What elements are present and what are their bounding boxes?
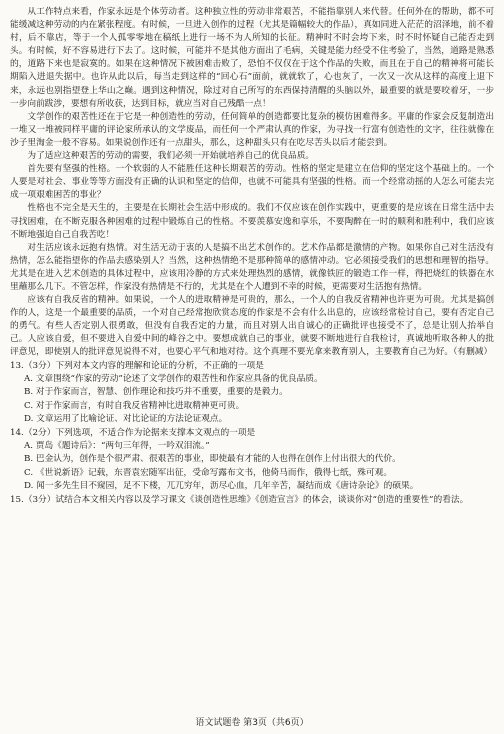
question-13: [10, 360, 494, 427]
page-footer: 语文试题卷 第3页（共6页）: [195, 718, 309, 728]
passage-paragraph: 对生活应该永远抱有热情。对生活无动于衷的人是搞不出艺术创作的。艺术作品都是激情的产物。如果你自己对生活没有热情，怎么能指望你的作品去感染别人？当然，这种热情绝不是那种简单的感情冲动。它必须接受我们的思想和理智的指导。尤其是在进入艺术创造的具体过程中，应该用冷静的方式来处理热烈的感情，就像铁匠的锻造工作一样，得把烧红的铁器在水里蘸那么几下。不管怎样，作家没有热情是不行的，尤其是在个人遭到不幸的时候，更需要对生活抱有热情。: [10, 242, 494, 292]
option-d: D. 文章运用了比喻论证、对比论证的方法论证观点。: [24, 414, 228, 425]
option-a: A. 贾岛《题诗后》：“两句三年得，一吟双泪流。”: [24, 440, 210, 451]
option-c: C. 对于作家而言，有时自我反省精神比进取精神更可贵。: [24, 400, 245, 411]
option-d: D. 闻一多先生目不窥园，足不下楼，兀兀穷年，沥尽心血，几年辛苦，凝结而成《唐诗杂论》的硕果。: [24, 481, 419, 492]
passage-paragraph: 应该有自我反省的精神。如果说，一个人的进取精神是可贵的，那么，一个人的自我反省精神也许更为可贵。尤其是搞创作的人，这是一个最重要的品质，一个对自己经常抱欣赏态度的作家是不会有什么出息的，应该经常检讨自己，要有否定自己的勇气。有些人否定别人很勇敢，但没有自我否定的力量，而且对别人出自诚心的正确批评也接受不了，总是让别人抬举自己。人应该自爱，但不要进入自爱中间的峰谷之中。要想成就自己的事业，就要不断地进行自我检讨，真诚地听取各种人的批评意见，即使别人的批评意见说得不对，也要心平气和地对待。这个真理不要光拿来教育别人，主要教育自己为好。（有删减）: [10, 295, 494, 358]
question-15: [10, 494, 494, 507]
passage-paragraph: 为了适应这种艰苦的劳动的需要，我们必须一开始就培养自己的优良品质。: [27, 151, 315, 162]
question-stem: 14.（2分）下列选项，不适合作为论据来支撑本文观点的一项是: [10, 427, 256, 438]
question-stem: 15.（3分）试结合本文相关内容以及学习课文《谈创造性思维》《创造宣言》的体会，谈谈你对“创造的重要性”的看法。: [10, 494, 469, 505]
question-14: [10, 427, 494, 494]
question-stem: 13.（3分）下列对本文内容的理解和论证的分析，不正确的一项是: [10, 360, 264, 371]
passage-paragraph: 性格也不完全是天生的，主要是在长期社会生活中形成的。我们不仅应该在创作实践中，更重要的是应该在日常生活中去寻找困难，在不断克服各种困难的过程中锻炼自己的性格。不要羡慕安逸和享乐，不要陶醉在一时的顺利和胜利中，我们应该不断地强迫自己自我苦吃！: [10, 203, 494, 240]
passage-paragraph: 从工作特点来看，作家永远是个体劳动者。这种独立性的劳动非常艰苦，不能指靠别人来代替。任何外在的帮助，都不可能缓减这种劳动的内在紧张程度。有时候，一旦进入创作的过程（尤其是篇幅较大的作品），真如同进入茫茫的沼泽地，前不着村，后不靠店，等于一个人孤零零地在稿纸上进行一场不为人所知的长征。精神时不时会垮下来，时不时怀疑自己能否走到头。有时候，好不容易进行下去了。这时候，可能并不是其他方面出了毛病，关键是能力经受不住考验了，当然，道路是熟悉的，道路下来也是寂寞的。如果在这种情况下被困难击败了，恐怕不仅仅在于这个作品的失败，而且在于自己的精神将可能长期陷入进退失据中。也许从此以后，每当走到这样的“回心石”面前，就就软了，心也灰了，一次又一次从这样的高度上退下来，永远也别指望登上华山之巅。遇到这种情况，除过对自己所写的东西保持清醒的头脑以外，最重要的就是要咬着牙，一步一步向前跋涉，要想有所收获，达到目标，就应当对自己残酷一点！: [10, 7, 494, 109]
reading-passage: [10, 6, 494, 360]
option-b: B. 对于作家而言，智慧、创作理论和技巧并不重要，重要的是毅力。: [24, 387, 288, 398]
passage-paragraph: 首先要有坚强的性格。一个软弱的人不能胜任这种长期艰苦的劳动。性格的坚定是建立在信仰的坚定这个基础上的。一个人要是对社会、事业等等方面没有正确的认识和坚定的信仰，也就不可能具有坚强的性格。而一个经常动摇的人怎么可能去完成一项艰难困苦的事业？: [10, 164, 494, 201]
option-c: C. 《世说新语》记载，东晋袁宏随军出征，受命写露布文书，他倚马而作，俄得七纸，殊可观。: [24, 467, 393, 478]
option-b: B. 巴金认为，创作是个很严肃、很艰苦的事业，即使最有才能的人也得在创作上付出很大的代价。: [24, 454, 401, 465]
option-a: A. 文章围绕“作家的劳动”论述了文学创作的艰苦性和作家应具备的优良品质。: [24, 373, 323, 384]
passage-paragraph: 文学创作的艰苦性还在于它是一种创造性的劳动，任何简单的创造都要比复杂的模仿困难得多。平庸的作家会反复制造出一堆又一堆被同样平庸的评论家所承认的文学废品，而任何一个严肃认真的作家，为寻找一行富有创造性的文字，往往就像在沙子里淘金一般不容易。如果说创作还有一点甜头，那么，这种甜头只有在吃尽苦头以后才能尝到。: [10, 111, 494, 148]
